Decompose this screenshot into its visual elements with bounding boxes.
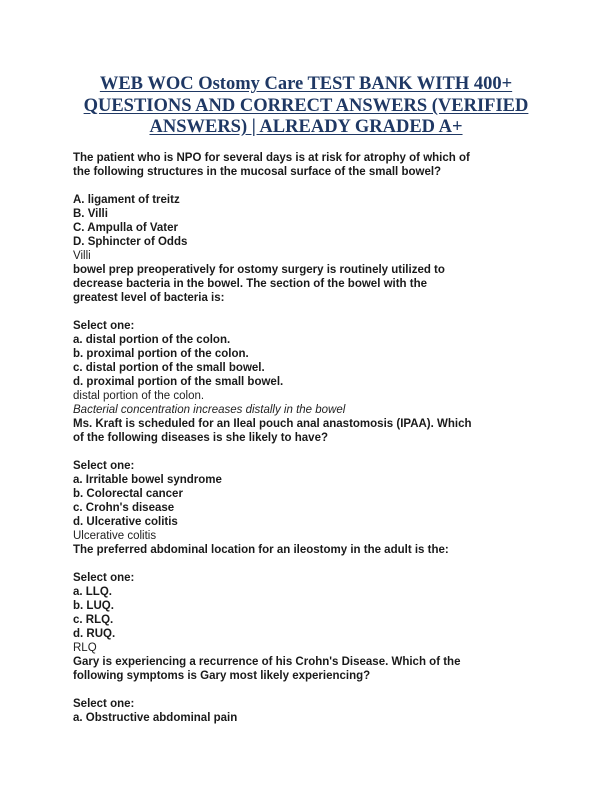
question-2-explanation: Bacterial concentration increases distally in the bowel (73, 404, 346, 416)
question-5-option-a: a. Obstructive abdominal pain (73, 712, 238, 724)
question-2-option-c: c. distal portion of the small bowel. (73, 362, 265, 374)
question-1-answer: Villi (73, 250, 91, 262)
document-title: WEB WOC Ostomy Care TEST BANK WITH 400+ QUESTIONS AND CORRECT ANSWERS (VERIFIED ANSWERS) | ALREADY GRADED A+ (83, 74, 529, 137)
spacer (73, 305, 553, 319)
question-1-option-c: C. Ampulla of Vater (73, 222, 179, 234)
question-2-option-d: d. proximal portion of the small bowel. (73, 376, 284, 388)
question-5-stem-line-2: following symptoms is Gary most likely experiencing? (73, 670, 371, 682)
question-5-select-label: Select one: (73, 698, 135, 710)
question-3 (73, 417, 553, 543)
question-2 (73, 263, 553, 417)
question-4-option-b: b. LUQ. (73, 600, 114, 612)
question-2-option-b: b. proximal portion of the colon. (73, 348, 249, 360)
question-1-option-b: B. Villi (73, 208, 108, 220)
question-1-stem-line-1: The patient who is NPO for several days is at risk for atrophy of which of (73, 152, 470, 164)
question-3-option-c: c. Crohn's disease (73, 502, 175, 514)
question-3-stem-line-1: Ms. Kraft is scheduled for an Ileal pouch anal anastomosis (IPAA). Which (73, 418, 472, 430)
question-2-stem-line-2: decrease bacteria in the bowel. The section of the bowel with the (73, 278, 428, 290)
question-5 (73, 655, 553, 725)
question-2-answer: distal portion of the colon. (73, 390, 205, 402)
spacer (73, 445, 553, 459)
question-3-option-d: d. Ulcerative colitis (73, 516, 178, 528)
question-4-option-c: c. RLQ. (73, 614, 114, 626)
spacer (73, 179, 553, 193)
question-3-stem-line-2: of the following diseases is she likely to have? (73, 432, 328, 444)
question-3-option-a: a. Irritable bowel syndrome (73, 474, 222, 486)
question-3-select-label: Select one: (73, 460, 135, 472)
question-list (73, 151, 553, 725)
question-2-option-a: a. distal portion of the colon. (73, 334, 231, 346)
question-4-option-d: d. RUQ. (73, 628, 116, 640)
question-3-answer: Ulcerative colitis (73, 530, 157, 542)
question-4 (73, 543, 553, 655)
question-3-option-b: b. Colorectal cancer (73, 488, 183, 500)
question-4-stem-line-1: The preferred abdominal location for an ileostomy in the adult is the: (73, 544, 449, 556)
spacer (73, 683, 553, 697)
question-4-option-a: a. LLQ. (73, 586, 112, 598)
question-4-answer: RLQ (73, 642, 97, 654)
question-2-select-label: Select one: (73, 320, 135, 332)
spacer (73, 557, 553, 571)
question-1-option-d: D. Sphincter of Odds (73, 236, 188, 248)
question-5-stem-line-1: Gary is experiencing a recurrence of his Crohn's Disease. Which of the (73, 656, 461, 668)
question-1-option-a: A. ligament of treitz (73, 194, 180, 206)
question-2-stem-line-3: greatest level of bacteria is: (73, 292, 225, 304)
question-1-stem-line-2: the following structures in the mucosal surface of the small bowel? (73, 166, 442, 178)
question-2-stem-line-1: bowel prep preoperatively for ostomy surgery is routinely utilized to (73, 264, 445, 276)
question-1 (73, 151, 553, 263)
question-4-select-label: Select one: (73, 572, 135, 584)
